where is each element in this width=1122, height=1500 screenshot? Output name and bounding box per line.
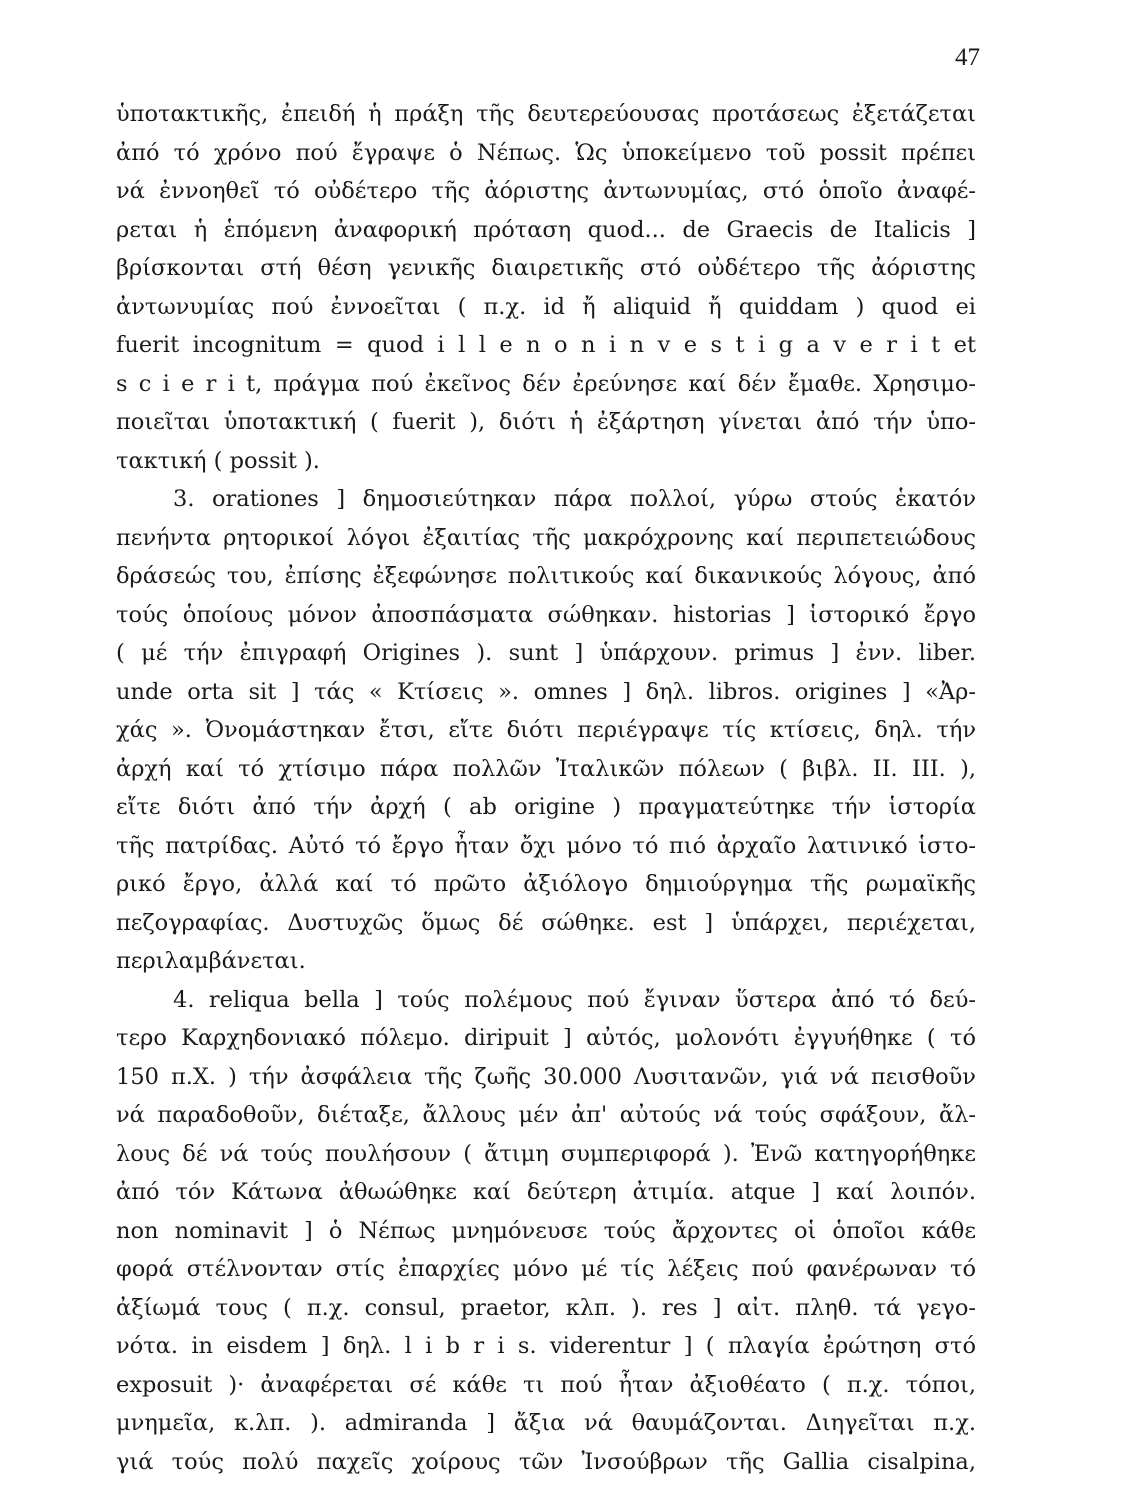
text-line: εἴτε διότι ἀπό τήν ἀρχή ( ab origine ) πραγματεύτηκε τήν ἱστορία [116, 794, 976, 820]
text-line: γιά τούς πολύ παχεῖς χοίρους τῶν Ἰνσούβρων τῆς Gallia cisalpina, [116, 1448, 976, 1475]
text-line: fuerit incognitum = quod i l l e n o n i n v e s t i g a v e r i t et [116, 332, 976, 358]
text-line: non nominavit ] ὁ Νέπως μνημόνευσε τούς ἄρχοντες οἱ ὁποῖοι κάθε [116, 1217, 976, 1244]
text-line: τερο Καρχηδονιακό πόλεμο. diripuit ] αὐτός, μολονότι ἐγγυήθηκε ( τό [116, 1025, 976, 1051]
text-line: s c i e r i t, πράγμα πού ἐκεῖνος δέν ἐρεύνησε καί δέν ἔμαθε. Χρησιμο- [116, 370, 976, 397]
text-line: τακτική ( possit ). [116, 447, 320, 474]
text-line: ποιεῖται ὑποτακτική ( fuerit ), διότι ἡ ἐξάρτηση γίνεται ἀπό τήν ὑπο- [116, 409, 976, 435]
text-line: νά ἐννοηθεῖ τό οὐδέτερο τῆς ἀόριστης ἀντωνυμίας, στό ὁποῖο ἀναφέ- [116, 178, 976, 204]
text-line: φορά στέλνονταν στίς ἐπαρχίες μόνο μέ τίς λέξεις πού φανέρωναν τό [116, 1256, 976, 1282]
text-line: μνημεῖα, κ.λπ. ). admiranda ] ἄξια νά θαυμάζονται. Διηγεῖται π.χ. [116, 1410, 976, 1436]
text-line: ἀρχή καί τό χτίσιμο πάρα πολλῶν Ἰταλικῶν πόλεων ( βιβλ. II. III. ), [116, 755, 976, 782]
body-text [116, 95, 976, 1481]
text-line: τούς ὁποίους μόνον ἀποσπάσματα σώθηκαν. historias ] ἱστορικό ἔργο [116, 601, 976, 628]
text-line: ρικό ἔργο, ἀλλά καί τό πρῶτο ἀξιόλογο δημιούργημα τῆς ρωμαϊκῆς [116, 871, 976, 897]
text-line: 150 π.Χ. ) τήν ἀσφάλεια τῆς ζωῆς 30.000 Λυσιτανῶν, γιά νά πεισθοῦν [116, 1063, 976, 1090]
text-line: πενήντα ρητορικοί λόγοι ἐξαιτίας τῆς μακρόχρονης καί περιπετειώδους [116, 524, 976, 551]
paragraph-start-line: 3. orationes ] δημοσιεύτηκαν πάρα πολλοί, γύρω στούς ἑκατόν [173, 486, 976, 512]
text-line: ἀξίωμά τους ( π.χ. consul, praetor, κλπ. ). res ] αἰτ. πληθ. τά γεγο- [116, 1294, 976, 1321]
text-line: δράσεώς του, ἐπίσης ἐξεφώνησε πολιτικούς καί δικανικούς λόγους, ἀπό [116, 563, 976, 589]
text-line: exposuit )· ἀναφέρεται σέ κάθε τι πού ἦταν ἀξιοθέατο ( π.χ. τόποι, [116, 1371, 976, 1398]
text-line: πεζογραφίας. Δυστυχῶς ὅμως δέ σώθηκε. est ] ὑπάρχει, περιέχεται, [116, 909, 976, 936]
text-line: ἀπό τόν Κάτωνα ἀθωώθηκε καί δεύτερη ἀτιμία. atque ] καί λοιπόν. [116, 1179, 976, 1205]
text-line: ( μέ τήν ἐπιγραφή Origines ). sunt ] ὑπάρχουν. primus ] ἐνν. liber. [116, 640, 976, 666]
text-line: ρεται ἡ ἑπόμενη ἀναφορική πρόταση quod... de Graecis de Italicis ] [116, 216, 976, 243]
text-line: unde orta sit ] τάς « Κτίσεις ». omnes ] δηλ. libros. origines ] «Ἀρ- [116, 678, 976, 705]
page-number: 47 [955, 44, 980, 71]
text-line: νά παραδοθοῦν, διέταξε, ἄλλους μέν ἀπ' αὐτούς νά τούς σφάξουν, ἄλ- [116, 1102, 976, 1128]
text-line: λους δέ νά τούς πουλήσουν ( ἄτιμη συμπεριφορά ). Ἐνῶ κατηγορήθηκε [116, 1140, 976, 1167]
text-line: ὑποτακτικῆς, ἐπειδή ἡ πράξη τῆς δευτερεύουσας προτάσεως ἐξετάζεται [116, 101, 976, 127]
text-line: ἀντωνυμίας πού ἐννοεῖται ( π.χ. id ἤ aliquid ἤ quiddam ) quod ei [116, 293, 976, 320]
text-line: τῆς πατρίδας. Αὐτό τό ἔργο ἦταν ὄχι μόνο τό πιό ἀρχαῖο λατινικό ἱστο- [116, 832, 976, 859]
text-line: ἀπό τό χρόνο πού ἔγραψε ὁ Νέπως. Ὡς ὑποκείμενο τοῦ possit πρέπει [116, 139, 976, 166]
paragraph-start-line: 4. reliqua bella ] τούς πολέμους πού ἔγιναν ὕστερα ἀπό τό δεύ- [173, 986, 976, 1013]
text-line: περιλαμβάνεται. [116, 948, 306, 974]
text-line: νότα. in eisdem ] δηλ. l i b r i s. viderentur ] ( πλαγία ἐρώτηση στό [116, 1333, 976, 1359]
text-line: χάς ». Ὀνομάστηκαν ἔτσι, εἴτε διότι περιέγραψε τίς κτίσεις, δηλ. τήν [116, 717, 976, 743]
text-line: βρίσκονται στή θέση γενικῆς διαιρετικῆς στό οὐδέτερο τῆς ἀόριστης [116, 255, 976, 281]
